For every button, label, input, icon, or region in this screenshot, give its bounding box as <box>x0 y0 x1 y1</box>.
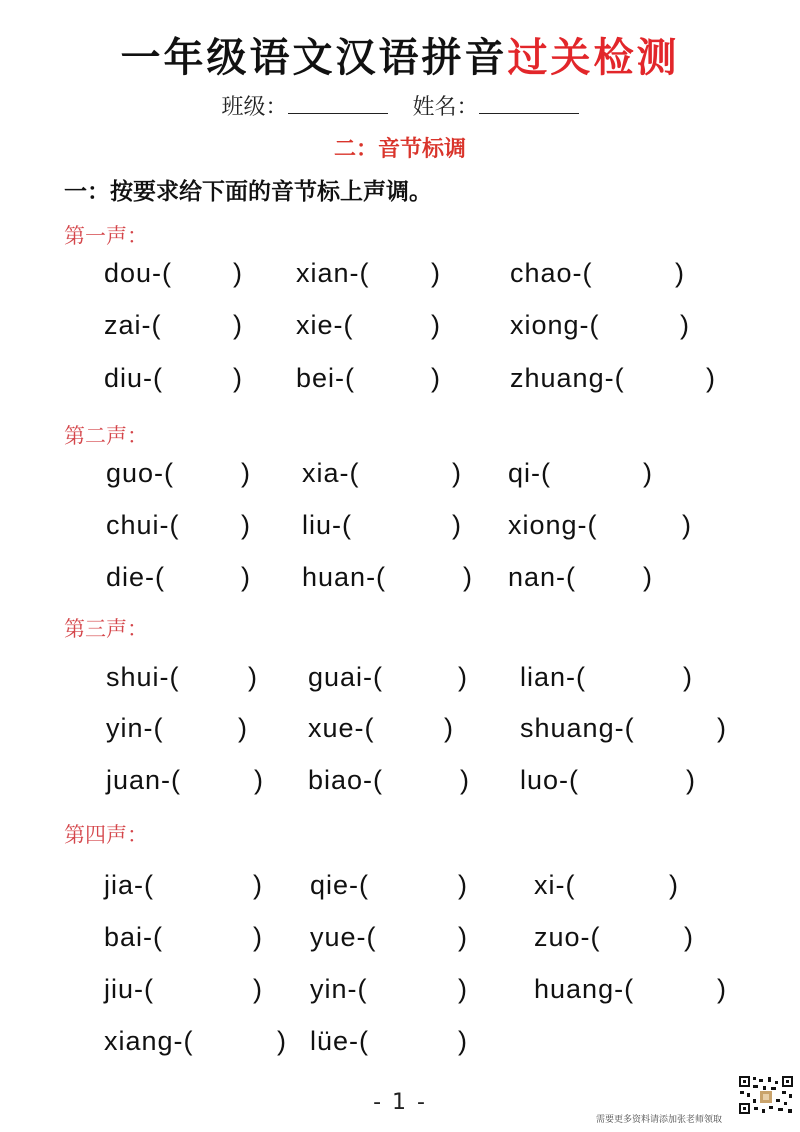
answer-close-paren: ) <box>444 713 454 743</box>
syllable-item <box>106 662 180 693</box>
syllable-item <box>508 458 551 489</box>
answer-close-paren: ) <box>431 363 441 393</box>
syllable-item <box>296 258 370 289</box>
syllable-text: xiang-( <box>104 1026 194 1056</box>
syllable-text: xi-( <box>534 870 576 900</box>
syllable-item <box>534 922 601 953</box>
tone-label: 第一声： <box>64 224 148 248</box>
syllable-item <box>534 870 575 901</box>
syllable-text: yin-( <box>310 974 368 1004</box>
answer-close-paren: ) <box>458 662 468 692</box>
syllable-item <box>310 922 377 953</box>
answer-close-paren: ) <box>241 562 251 592</box>
syllable-text: biao-( <box>308 765 384 795</box>
title-main: 一年级语文汉语拼音 <box>120 34 508 81</box>
page-title <box>0 26 800 83</box>
syllable-text: xue-( <box>308 713 375 743</box>
syllable-item <box>520 765 579 796</box>
syllable-text: diu-( <box>104 363 164 393</box>
answer-close-paren: ) <box>277 1026 287 1056</box>
syllable-text: bei-( <box>296 363 356 393</box>
answer-close-paren: ) <box>458 974 468 1004</box>
class-blank[interactable] <box>288 93 388 114</box>
syllable-item <box>302 562 386 593</box>
name-label: 姓名： <box>412 95 479 120</box>
exercise-instruction: 一：按要求给下面的音节标上声调。 <box>64 178 432 205</box>
syllable-item <box>302 458 360 489</box>
title-highlight: 过关检测 <box>507 34 680 81</box>
syllable-item <box>510 363 625 394</box>
syllable-text: huang-( <box>534 974 635 1004</box>
syllable-text: juan-( <box>106 765 182 795</box>
answer-close-paren: ) <box>241 458 251 488</box>
answer-close-paren: ) <box>706 363 716 393</box>
section-subtitle: 二：音节标调 <box>333 136 466 162</box>
syllable-item <box>104 922 163 953</box>
syllable-text: shuang-( <box>520 713 635 743</box>
answer-close-paren: ) <box>460 765 470 795</box>
footer-note: 需要更多资料请添加张老师领取 <box>596 1115 723 1125</box>
syllable-text: qie-( <box>310 870 370 900</box>
tone-label: 第四声： <box>64 823 148 847</box>
answer-close-paren: ) <box>452 458 462 488</box>
answer-close-paren: ) <box>248 662 258 692</box>
syllable-item <box>508 510 598 541</box>
syllable-text: lüe-( <box>310 1026 370 1056</box>
answer-close-paren: ) <box>458 1026 468 1056</box>
syllable-item <box>534 974 634 1005</box>
tone-label: 第二声： <box>64 424 148 448</box>
syllable-item <box>310 870 369 901</box>
syllable-text: xiong-( <box>508 510 598 540</box>
syllable-text: die-( <box>106 562 166 592</box>
answer-close-paren: ) <box>717 974 727 1004</box>
syllable-text: yue-( <box>310 922 377 952</box>
answer-close-paren: ) <box>233 258 243 288</box>
syllable-text: lian-( <box>520 662 587 692</box>
syllable-item <box>310 1026 369 1057</box>
answer-close-paren: ) <box>253 870 263 900</box>
tone-label: 第三声： <box>64 617 148 641</box>
syllable-item <box>520 662 586 693</box>
syllable-text: luo-( <box>520 765 580 795</box>
page-number: - 1 - <box>373 1090 427 1115</box>
syllable-item <box>296 363 355 394</box>
syllable-item <box>104 363 163 394</box>
answer-close-paren: ) <box>253 974 263 1004</box>
syllable-item <box>106 458 174 489</box>
syllable-item <box>104 258 172 289</box>
syllable-text: shui-( <box>106 662 180 692</box>
syllable-item <box>308 662 383 693</box>
answer-close-paren: ) <box>686 765 696 795</box>
answer-close-paren: ) <box>684 922 694 952</box>
syllable-item <box>520 713 635 744</box>
syllable-text: nan-( <box>508 562 577 592</box>
syllable-text: bai-( <box>104 922 164 952</box>
syllable-item <box>308 713 375 744</box>
syllable-item <box>508 562 576 593</box>
syllable-item <box>106 562 165 593</box>
syllable-text: liu-( <box>302 510 352 540</box>
answer-close-paren: ) <box>452 510 462 540</box>
syllable-text: qi-( <box>508 458 551 488</box>
answer-close-paren: ) <box>458 870 468 900</box>
syllable-text: dou-( <box>104 258 173 288</box>
syllable-text: zhuang-( <box>510 363 625 393</box>
answer-close-paren: ) <box>463 562 473 592</box>
syllable-item <box>104 870 154 901</box>
syllable-item <box>106 765 181 796</box>
student-info <box>0 90 800 121</box>
syllable-text: xiong-( <box>510 310 600 340</box>
name-blank[interactable] <box>479 93 579 114</box>
answer-close-paren: ) <box>643 562 653 592</box>
answer-close-paren: ) <box>643 458 653 488</box>
syllable-text: xian-( <box>296 258 370 288</box>
syllable-text: xie-( <box>296 310 354 340</box>
answer-close-paren: ) <box>669 870 679 900</box>
syllable-item <box>302 510 352 541</box>
answer-close-paren: ) <box>254 765 264 795</box>
syllable-text: guo-( <box>106 458 175 488</box>
answer-close-paren: ) <box>431 258 441 288</box>
syllable-text: jiu-( <box>104 974 154 1004</box>
syllable-item <box>308 765 383 796</box>
syllable-text: xia-( <box>302 458 360 488</box>
syllable-item <box>104 310 162 341</box>
syllable-text: zai-( <box>104 310 162 340</box>
syllable-item <box>104 1026 194 1057</box>
answer-close-paren: ) <box>238 713 248 743</box>
syllable-text: chui-( <box>106 510 180 540</box>
answer-close-paren: ) <box>675 258 685 288</box>
answer-close-paren: ) <box>241 510 251 540</box>
syllable-item <box>510 310 600 341</box>
answer-close-paren: ) <box>233 310 243 340</box>
syllable-text: jia-( <box>104 870 154 900</box>
syllable-text: zuo-( <box>534 922 601 952</box>
syllable-text: huan-( <box>302 562 387 592</box>
answer-close-paren: ) <box>682 510 692 540</box>
answer-close-paren: ) <box>683 662 693 692</box>
answer-close-paren: ) <box>431 310 441 340</box>
syllable-item <box>106 510 180 541</box>
answer-close-paren: ) <box>717 713 727 743</box>
syllable-text: yin-( <box>106 713 164 743</box>
qr-code-icon <box>738 1075 794 1115</box>
syllable-item <box>310 974 368 1005</box>
answer-close-paren: ) <box>680 310 690 340</box>
answer-close-paren: ) <box>233 363 243 393</box>
syllable-item <box>106 713 164 744</box>
answer-close-paren: ) <box>253 922 263 952</box>
class-label: 班级： <box>221 95 288 120</box>
syllable-item <box>510 258 593 289</box>
syllable-text: chao-( <box>510 258 593 288</box>
answer-close-paren: ) <box>458 922 468 952</box>
syllable-item <box>296 310 354 341</box>
syllable-text: guai-( <box>308 662 384 692</box>
syllable-item <box>104 974 154 1005</box>
